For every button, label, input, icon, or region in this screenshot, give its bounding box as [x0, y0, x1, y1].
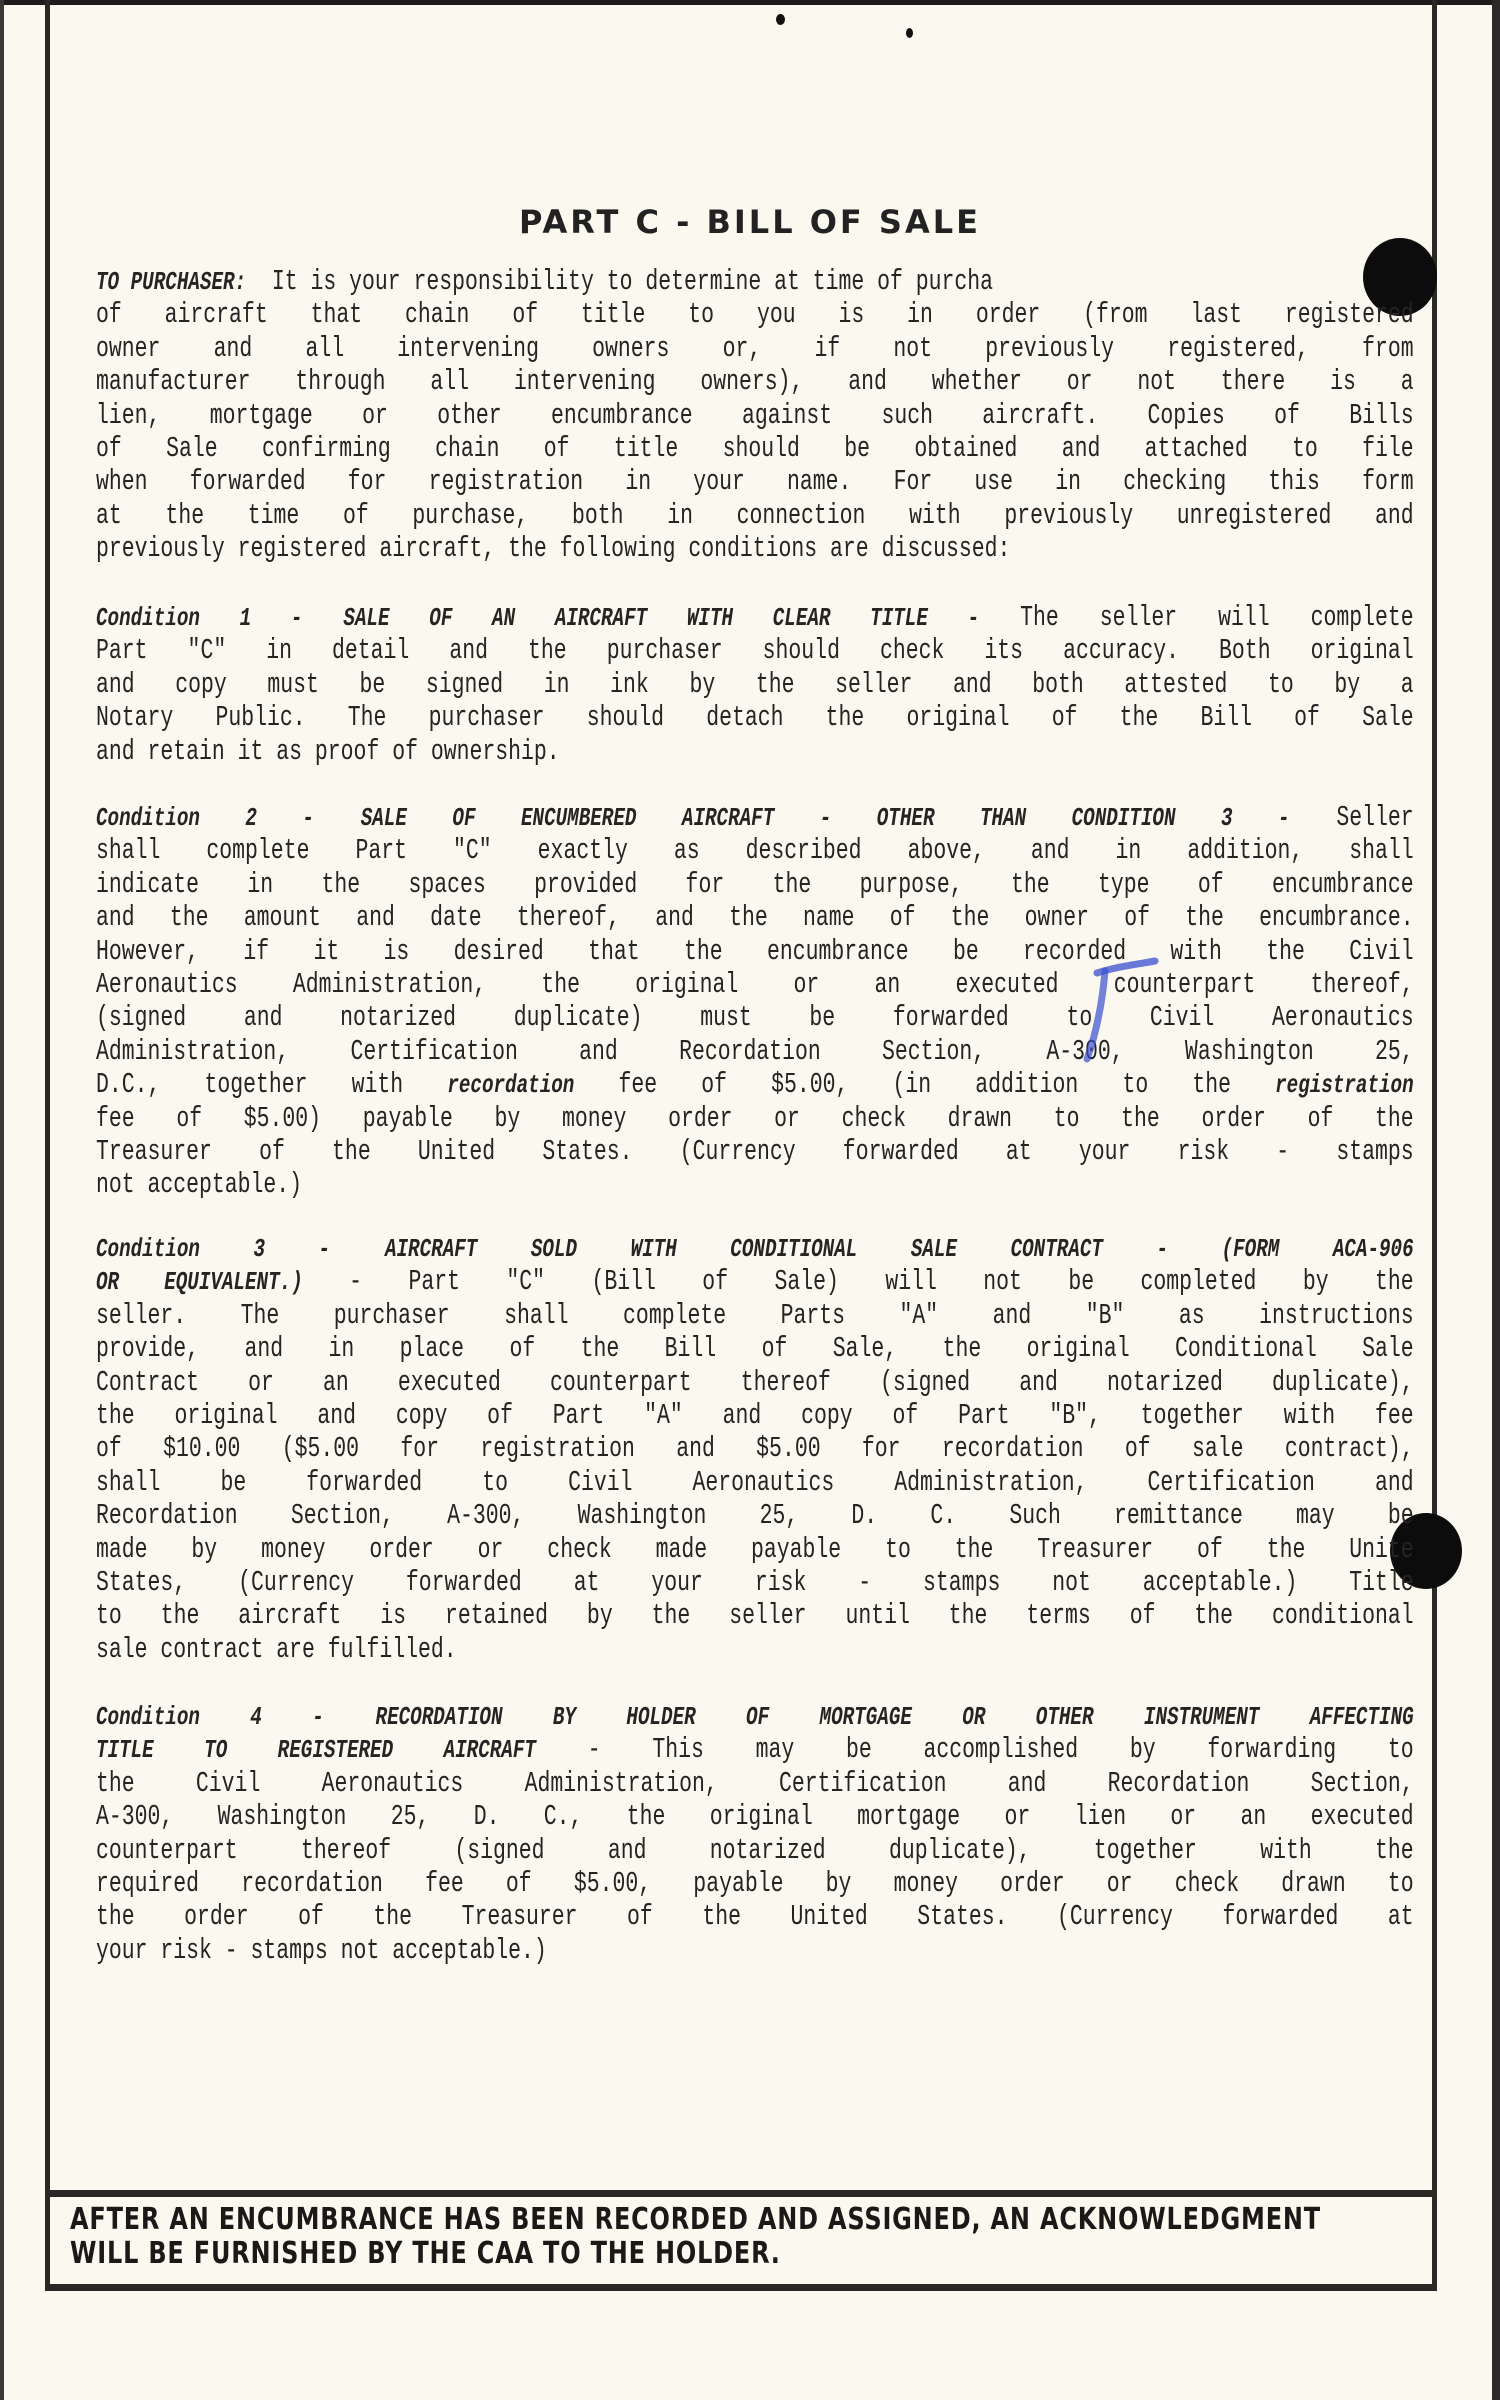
condition-3-line: to the aircraft is retained by the seller until the terms of the conditional: [96, 1599, 1414, 1633]
condition-1-line: and retain it as proof of ownership.: [96, 734, 560, 768]
intro-line: manufacturer through all intervening owners), and whether or not there is a: [96, 365, 1414, 399]
condition-2: [96, 801, 1414, 1202]
condition-4-line: the Civil Aeronautics Administration, Certification and Recordation Section,: [96, 1766, 1414, 1800]
page-left-edge: [0, 0, 4, 2400]
condition-3-heading-line: [96, 1232, 1414, 1265]
condition-2-line: Administration, Certification and Recordation Section, A-300, Washington 25,: [96, 1034, 1414, 1068]
condition-2-line: indicate in the spaces provided for the purpose, the type of encumbrance: [96, 867, 1414, 901]
intro-line: lien, mortgage or other encumbrance against such aircraft. Copies of Bills: [96, 398, 1414, 432]
condition-4-line: the order of the Treasurer of the United States. (Currency forwarded at: [96, 1900, 1414, 1934]
condition-4-line: required recordation fee of $5.00, payable by money order or check drawn to: [96, 1866, 1414, 1900]
condition-2-line: not acceptable.): [96, 1168, 303, 1202]
condition-label: Condition 2 -: [96, 803, 314, 833]
condition-2-line: shall complete Part "C" exactly as described above, and in addition, shall: [96, 834, 1414, 868]
footer-separator-line: [45, 2190, 1437, 2197]
condition-3-line: made by money order or check made payable to the Treasurer of the Unite: [96, 1532, 1414, 1566]
blue-pen-mark: [1075, 955, 1165, 1065]
italic-term: recordation: [447, 1070, 575, 1101]
condition-3-line: Contract or an executed counterpart thereof (signed and notarized duplicate),: [96, 1365, 1414, 1399]
condition-2-line-fees: D.C., together with recordation fee of $5.00, (in addition to the registration: [96, 1068, 1414, 1102]
condition-1: [96, 601, 1414, 768]
intro-heading: TO PURCHASER:: [96, 267, 247, 297]
condition-2-line: However, if it is desired that the encumbrance be recorded with the Civil: [96, 934, 1414, 968]
footer-notice: [70, 2203, 1430, 2271]
condition-label: Condition 4 -: [96, 1702, 324, 1732]
condition-3-line: of $10.00 ($5.00 for registration and $5.00 for recordation of sale contract),: [96, 1432, 1414, 1466]
page-right-edge: [1492, 0, 1500, 2400]
condition-label: Condition 1 -: [96, 603, 303, 633]
intro-line: of aircraft that chain of title to you is in order (from last registered: [96, 298, 1414, 332]
intro-line: TO PURCHASER: It is your responsibility to determine at time of purcha: [96, 265, 994, 298]
condition-3-line: provide, and in place of the Bill of Sale, the original Conditional Sale: [96, 1332, 1414, 1366]
condition-2-line: Aeronautics Administration, the original or an executed counterpart thereof,: [96, 967, 1414, 1001]
condition-4-heading-line-2: TITLE TO REGISTERED AIRCRAFT - This may be accomplished by forwarding to: [96, 1733, 1414, 1767]
condition-label: Condition 3 -: [96, 1234, 331, 1264]
condition-1-line: and copy must be signed in ink by the seller and both attested to by a: [96, 667, 1414, 701]
condition-heading: RECORDATION BY HOLDER OF MORTGAGE OR OTHER INSTRUMENT AFFECTING: [375, 1702, 1414, 1732]
condition-3-line: Recordation Section, A-300, Washington 25, D. C. Such remittance may be: [96, 1499, 1414, 1533]
condition-1-line: Notary Public. The purchaser should detach the original of the Bill of Sale: [96, 701, 1414, 735]
ink-speck: [906, 28, 913, 38]
condition-3-line: seller. The purchaser shall complete Parts "A" and "B" as instructions: [96, 1298, 1414, 1332]
condition-3: [96, 1232, 1414, 1666]
intro-line: previously registered aircraft, the following conditions are discussed:: [96, 532, 1011, 566]
condition-2-line: fee of $5.00) payable by money order or check drawn to the order of the: [96, 1101, 1414, 1135]
condition-3-line: the original and copy of Part "A" and copy of Part "B", together with fee: [96, 1398, 1414, 1432]
condition-1-line: Part "C" in detail and the purchaser should check its accuracy. Both original: [96, 634, 1414, 668]
condition-2-line: Treasurer of the United States. (Currency forwarded at your risk - stamps: [96, 1134, 1414, 1168]
footer-notice-line: AFTER AN ENCUMBRANCE HAS BEEN RECORDED AND ASSIGNED, AN ACKNOWLEDGMENT: [70, 2202, 1321, 2237]
condition-1-heading-line: Condition 1 - SALE OF AN AIRCRAFT WITH CLEAR TITLE - The seller will complete: [96, 601, 1414, 634]
condition-2-line: (signed and notarized duplicate) must be forwarded to Civil Aeronautics: [96, 1001, 1414, 1035]
condition-4-line: A-300, Washington 25, D. C., the original mortgage or lien or an executed: [96, 1800, 1414, 1834]
condition-4-heading-line: [96, 1700, 1414, 1733]
condition-heading: AIRCRAFT SOLD WITH CONDITIONAL SALE CONTRACT - (FORM ACA-906: [384, 1234, 1414, 1264]
italic-term: registration: [1275, 1070, 1414, 1101]
condition-4-line: your risk - stamps not acceptable.): [96, 1933, 547, 1967]
intro-line: when forwarded for registration in your name. For use in checking this form: [96, 465, 1414, 499]
condition-2-line: and the amount and date thereof, and the name of the owner of the encumbrance.: [96, 901, 1414, 935]
condition-4-line: counterpart thereof (signed and notarized duplicate), together with the: [96, 1833, 1414, 1867]
intro-line: of Sale confirming chain of title should be obtained and attached to file: [96, 431, 1414, 465]
intro-paragraph: [96, 265, 1414, 566]
intro-line: at the time of purchase, both in connection with previously unregistered and: [96, 498, 1414, 532]
condition-3-line: sale contract are fulfilled.: [96, 1632, 457, 1666]
condition-4: [96, 1700, 1414, 1967]
intro-line: owner and all intervening owners or, if not previously registered, from: [96, 331, 1414, 365]
condition-2-heading-line: Condition 2 - SALE OF ENCUMBERED AIRCRAFT - OTHER THAN CONDITION 3 - Seller: [96, 801, 1414, 834]
condition-3-line: States, (Currency forwarded at your risk - stamps not acceptable.) Title: [96, 1565, 1414, 1599]
ink-speck: [776, 14, 785, 25]
condition-heading: SALE OF ENCUMBERED AIRCRAFT - OTHER THAN CONDITION 3 -: [360, 803, 1290, 833]
page-title: PART C - BILL OF SALE: [519, 203, 981, 241]
condition-3-line: shall be forwarded to Civil Aeronautics Administration, Certification and: [96, 1465, 1414, 1499]
footer-notice-line: WILL BE FURNISHED BY THE CAA TO THE HOLDER.: [70, 2236, 781, 2271]
condition-heading: SALE OF AN AIRCRAFT WITH CLEAR TITLE -: [343, 603, 980, 633]
condition-3-heading-line-2: OR EQUIVALENT.) - Part "C" (Bill of Sale) will not be completed by the: [96, 1265, 1414, 1299]
